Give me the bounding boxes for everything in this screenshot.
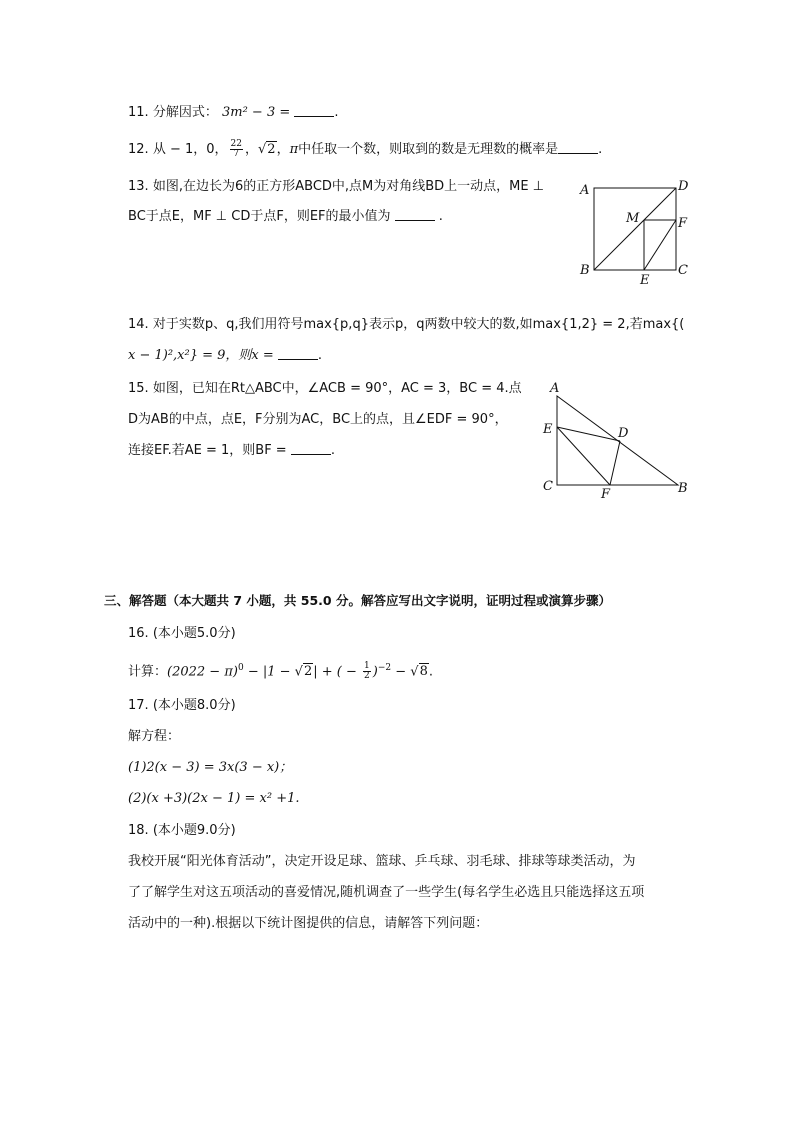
question-number: 11. [128,105,149,120]
question-17-intro: 解方程： [128,729,181,744]
question-16-header [128,625,236,643]
question-11: 11. 分解因式： 3m² − 3 = . [128,105,339,120]
sqrt-icon: √ [258,142,267,157]
question-text-tail: 中任取一个数，则取到的数是无理数的概率是 [298,142,559,157]
label-d: D [618,426,629,441]
sqrt-value: 2 [267,142,276,157]
segment-ef [644,220,676,270]
question-score: (本小题8.0分) [152,698,236,713]
equation-2: (2)(x +3)(2x − 1) = x² +1. [128,791,300,806]
label-f: F [601,487,611,502]
question-12: 12. 从 − 1，0， $\frac{22}{7}$ ，√2，π中任取一个数，则取到的数是无理数的概率是 . [128,139,603,159]
segment-ed [557,427,620,441]
question-15-line-1 [128,380,522,398]
sqrt-icon: √ [410,664,419,680]
question-score: (本小题9.0分) [152,823,236,838]
fraction [230,140,243,159]
segment-df [610,441,620,485]
pi-symbol: π [289,142,299,157]
math-part: | + ( − [313,664,362,680]
math-part: (2022 − π) [167,664,238,680]
label-c: C [543,479,553,494]
question-14-line-2: x − 1)²,x²} = 9，则x = . [128,348,323,363]
triangle-figure [540,380,700,502]
question-score: (本小题5.0分) [152,626,236,641]
question-text: 连接EF.若AE = 1，则BF = [128,443,287,458]
question-18-line-1: 我校开展“阳光体育活动”，决定开设足球、篮球、乒乓球、羽毛球、排球等球类活动，为 [128,854,636,869]
question-number: 17. [128,698,149,713]
section-3-heading: 三、解答题（本大题共 7 小题，共 55.0 分。解答应写出文字说明，证明过程或演算步骤） [104,593,611,608]
answer-blank[interactable] [294,104,334,117]
question-16-body [128,659,433,681]
answer-blank[interactable] [278,347,318,360]
question-text: 如图,在边长为6的正方形ABCD中,点M为对角线BD上一动点，ME ⊥ [152,179,545,194]
math-part: − |1 − [243,664,295,680]
math-part: − [391,664,411,680]
question-15-line-3: 连接EF.若AE = 1，则BF = . [128,443,335,458]
exponent: −2 [377,663,392,673]
question-text: 分解因式： [152,105,218,120]
question-13-line-2: BC于点E，MF ⊥ CD于点F，则EF的最小值为 . [128,209,443,224]
answer-blank[interactable] [291,442,331,455]
fraction-numerator: 1 [364,661,370,672]
label-b: B [678,481,688,496]
question-label: 计算： [128,664,168,680]
question-18-header [128,822,236,840]
answer-blank[interactable] [558,141,598,154]
question-text: BC于点E，MF ⊥ CD于点F，则EF的最小值为 [128,209,391,224]
question-13-line-1 [128,178,544,196]
question-number: 13. [128,179,149,194]
question-number: 12. [128,142,149,157]
label-a: A [550,381,560,396]
fraction-denominator: 2 [364,671,370,682]
diagonal-bd [594,188,676,270]
sqrt-value: 2 [303,664,313,680]
label-b: B [580,263,590,278]
question-number: 15. [128,381,149,396]
fraction-denominator: 7 [233,149,240,159]
question-text: 对于实数p、q,我们用符号max{p,q}表示p，q两数中较大的数,如max{1,2} = 2,若max{( [152,317,685,332]
equation-1: (1)2(x − 3) = 3x(3 − x)； [128,760,293,775]
label-d: D [678,179,689,194]
sqrt-icon: √ [294,664,303,680]
question-text: 如图，已知在Rt△ABC中，∠ACB = 90°，AC = 3，BC = 4.点 [152,381,522,396]
label-e: E [543,422,553,437]
question-text: D为AB的中点，点E，F分别为AC，BC上的点，且∠EDF = 90°， [128,412,508,427]
question-14-line-1 [128,316,684,334]
question-number: 14. [128,317,149,332]
question-text: x − 1)²,x²} = 9，则x = [128,348,274,363]
label-f: F [678,216,688,231]
sqrt-value: 8 [419,664,428,680]
question-number: 16. [128,626,149,641]
fraction-numerator: 22 [230,139,242,149]
math-expression: 3m² − 3 = [221,105,291,120]
question-18-line-2: 了了解学生对这五项活动的喜爱情况,随机调查了一些学生(每名学生必选且只能选择这五项 [128,885,645,900]
label-a: A [580,183,590,198]
math-part: ) [372,664,378,680]
exponent: 0 [237,663,244,673]
question-17-header [128,697,236,715]
answer-blank[interactable] [395,208,435,221]
label-m: M [626,211,640,226]
square-figure [576,178,696,290]
label-e: E [640,273,650,288]
segment-ef [557,427,610,485]
label-c: C [678,263,688,278]
question-18-line-3: 活动中的一种).根据以下统计图提供的信息，请解答下列问题： [128,916,489,931]
end-punct: . [428,664,433,680]
fraction [363,662,371,681]
question-text-prefix: 从 − 1，0， [152,142,228,157]
question-number: 18. [128,823,149,838]
question-15-line-2 [128,411,508,429]
